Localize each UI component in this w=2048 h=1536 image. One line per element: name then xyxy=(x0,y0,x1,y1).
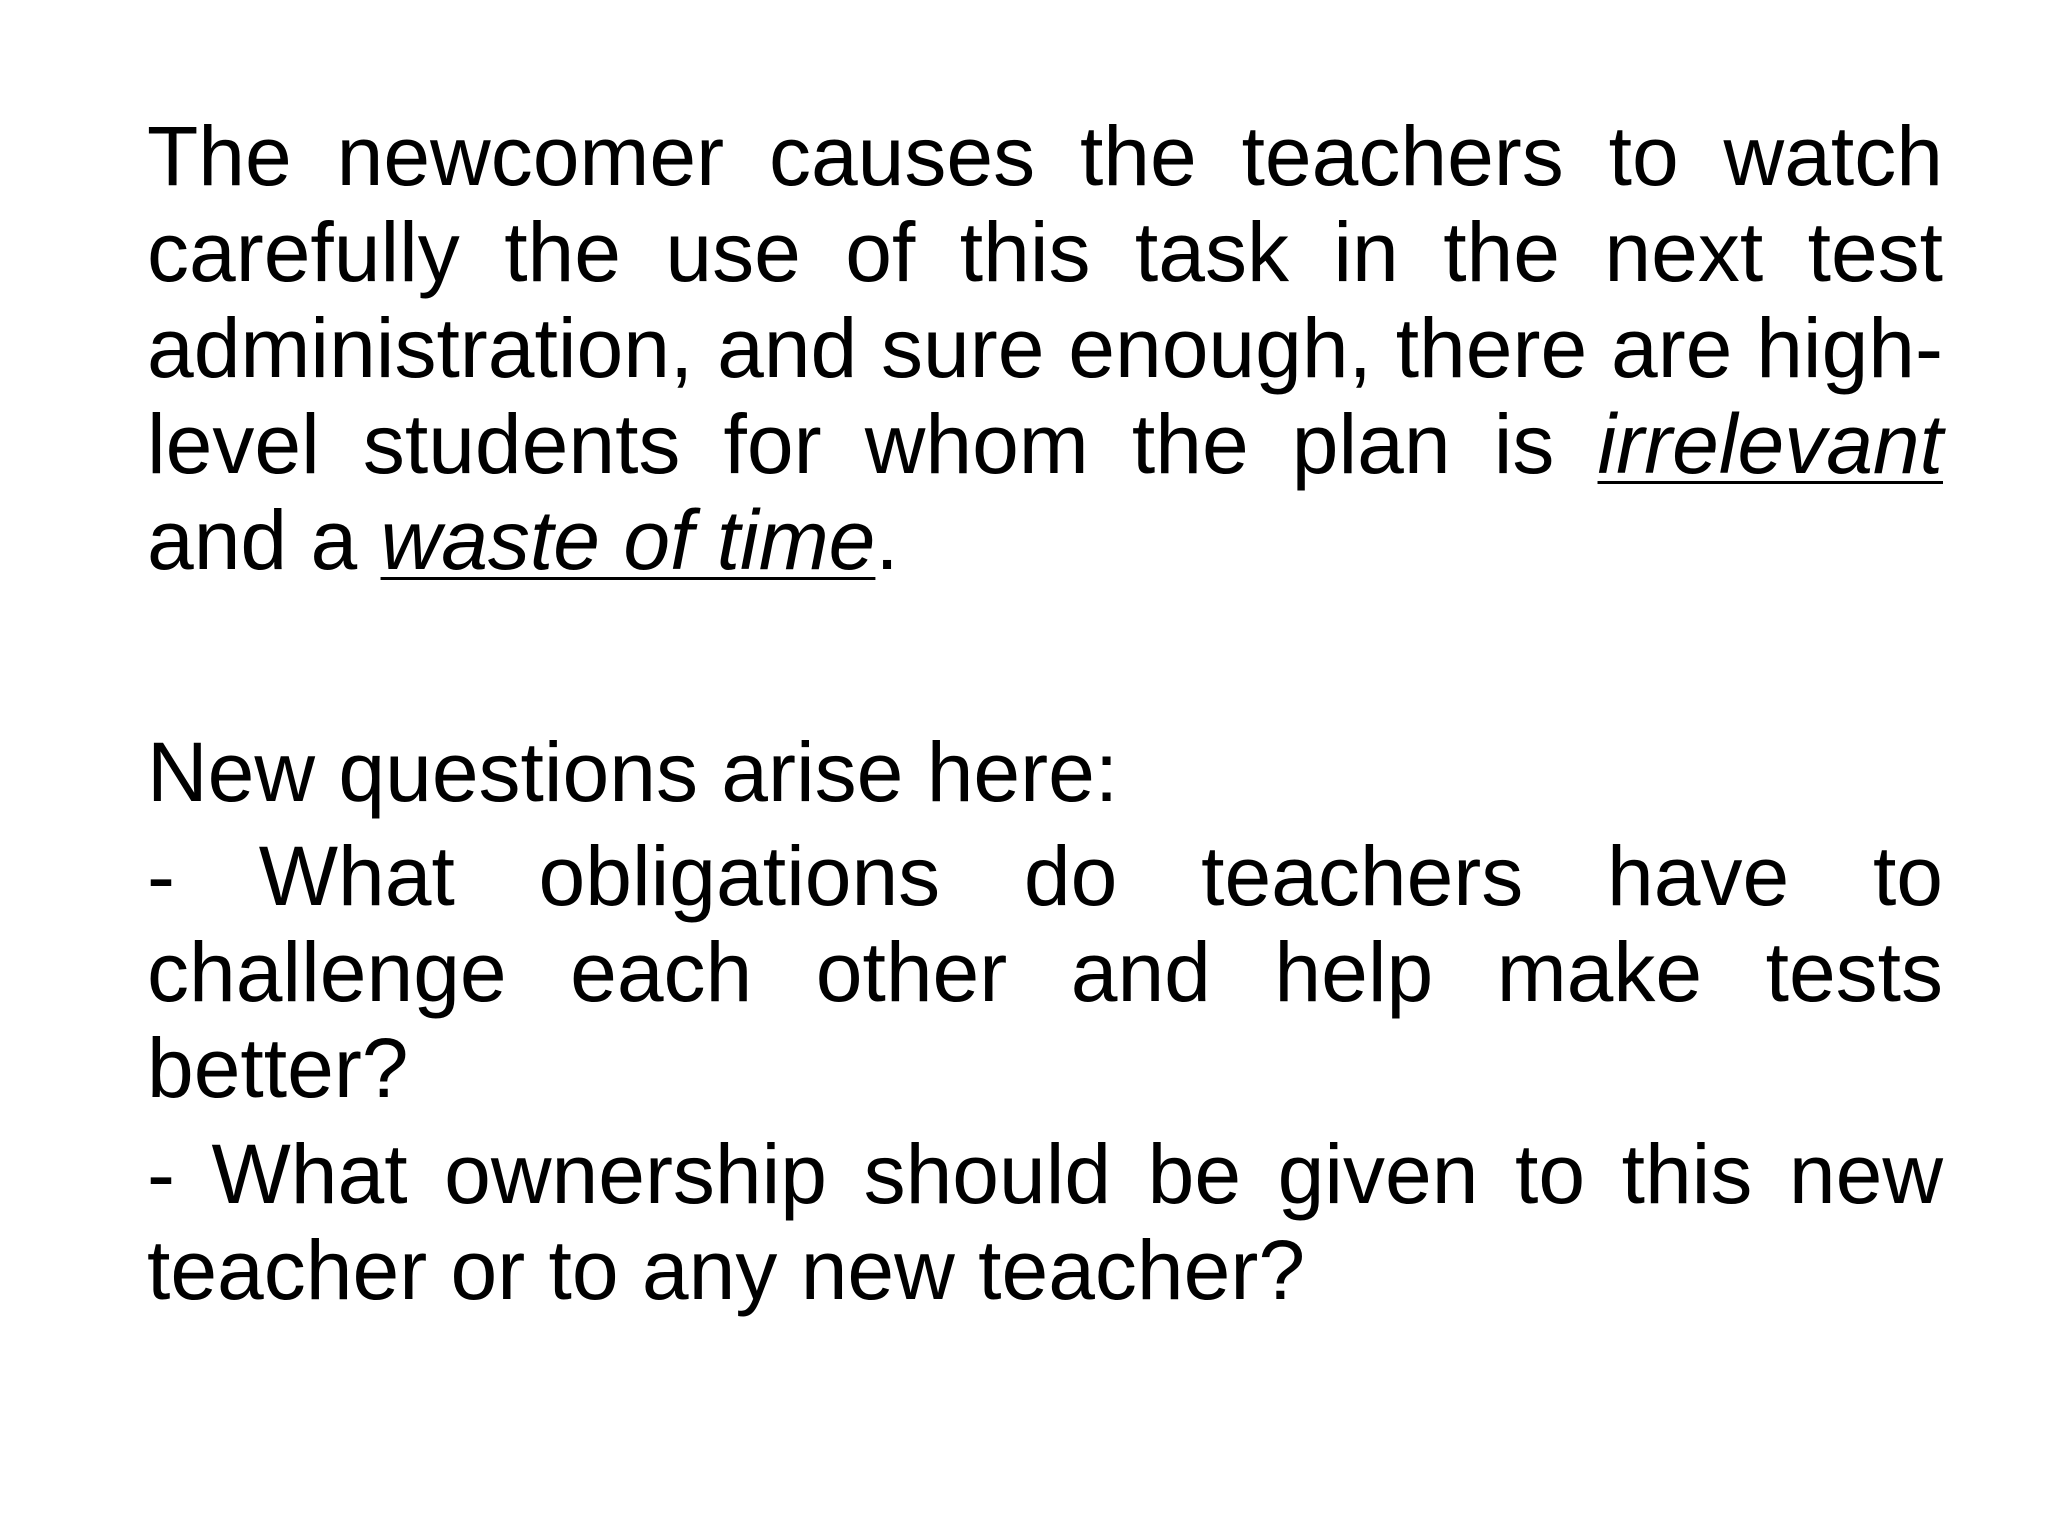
emphasis-waste-of-time: waste of time xyxy=(380,493,876,587)
paragraph-text-3: . xyxy=(875,493,899,587)
slide-content xyxy=(147,108,1943,1328)
questions-heading: New questions arise here: xyxy=(147,725,1119,819)
spacer xyxy=(147,588,1943,724)
intro-paragraph xyxy=(147,108,1943,588)
paragraph-text-2: and a xyxy=(147,493,381,587)
question-item: - What ownership should be given to this new teacher or to any new teacher? xyxy=(147,1127,1943,1317)
paragraph-text-1: The newcomer causes the teachers to watch carefully the use of this task in the next test administration, and sure enough, there are high-level students for whom the plan is xyxy=(147,109,1943,491)
question-item: - What obligations do teachers have to challenge each other and help make tests better? xyxy=(147,829,1943,1115)
emphasis-irrelevant: irrelevant xyxy=(1597,397,1943,491)
